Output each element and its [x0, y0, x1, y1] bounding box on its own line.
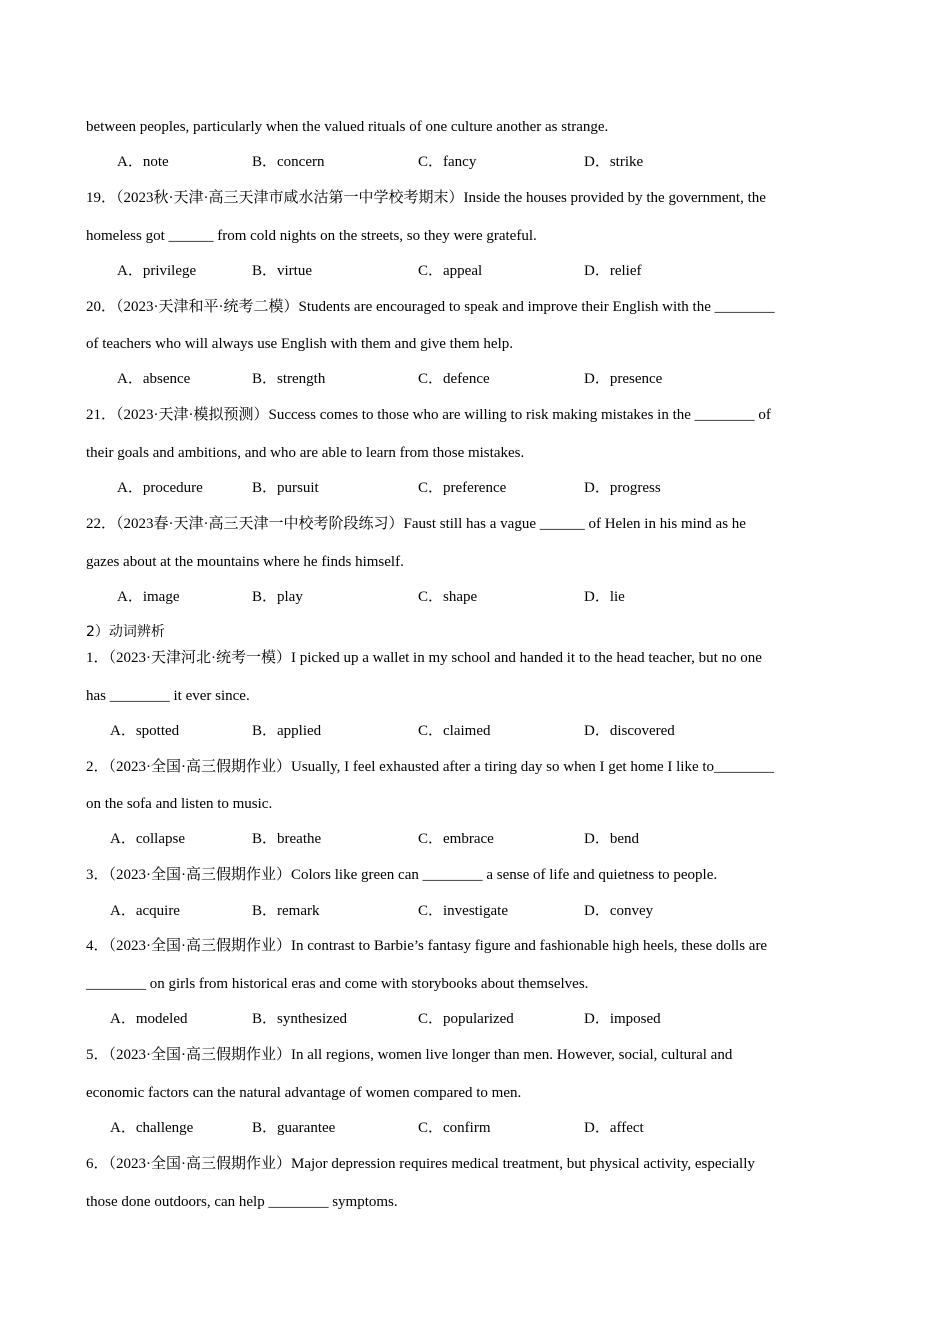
option-a: A．acquire — [110, 903, 180, 919]
option-b: B．play — [252, 589, 303, 605]
q19-stem-line1: 19．（2023秋·天津·高三天津市咸水沽第一中学校考期末）Inside the houses provided by the government, the — [86, 190, 766, 206]
v4-stem-line2: ________ on girls from historical eras and come with storybooks about themselves. — [86, 976, 589, 992]
q18-options — [0, 152, 950, 172]
option-b: B．strength — [252, 371, 326, 387]
q22-stem-line1: 22．（2023春·天津·高三天津一中校考阶段练习）Faust still has a vague ______ of Helen in his mind as he — [86, 516, 746, 532]
option-c: C．investigate — [418, 903, 508, 919]
v6-stem-line2: those done outdoors, can help ________ symptoms. — [86, 1194, 398, 1210]
v4-options — [0, 1009, 950, 1029]
option-b: B．concern — [252, 154, 325, 170]
v6-stem-line1: 6．（2023·全国·高三假期作业）Major depression requires medical treatment, but physical activity, especially — [86, 1156, 755, 1172]
option-a: A．collapse — [110, 831, 185, 847]
option-a: A．procedure — [117, 480, 203, 496]
option-b: B．guarantee — [252, 1120, 336, 1136]
v4-stem-line1: 4．（2023·全国·高三假期作业）In contrast to Barbie’s fantasy figure and fashionable high heels, these dolls are — [86, 938, 768, 954]
v3-stem-line1: 3．（2023·全国·高三假期作业）Colors like green can ________ a sense of life and quietness to people. — [86, 867, 718, 883]
v1-stem-line1: 1．（2023·天津河北·统考一模）I picked up a wallet in my school and handed it to the head teacher, but no one — [86, 650, 762, 666]
v5-stem-line1: 5．（2023·全国·高三假期作业）In all regions, women live longer than men. However, social, cultural and — [86, 1047, 733, 1063]
option-d: D．progress — [584, 480, 661, 496]
option-b: B．virtue — [252, 263, 312, 279]
option-b: B．breathe — [252, 831, 322, 847]
option-b: B．pursuit — [252, 480, 319, 496]
option-c: C．claimed — [418, 723, 491, 739]
option-d: D．presence — [584, 371, 663, 387]
option-a: A．modeled — [110, 1011, 188, 1027]
v5-stem-line2: economic factors can the natural advantage of women compared to men. — [86, 1085, 522, 1101]
v5-options — [0, 1118, 950, 1138]
option-d: D．affect — [584, 1120, 644, 1136]
option-a: A．note — [117, 154, 169, 170]
option-c: C．confirm — [418, 1120, 491, 1136]
v2-stem-line1: 2．（2023·全国·高三假期作业）Usually, I feel exhausted after a tiring day so when I get home I like to________ — [86, 759, 775, 775]
option-a: A．privilege — [117, 263, 197, 279]
option-d: D．imposed — [584, 1011, 661, 1027]
option-d: D．bend — [584, 831, 639, 847]
v2-stem-line2: on the sofa and listen to music. — [86, 796, 273, 812]
q21-stem-line2: their goals and ambitions, and who are able to learn from those mistakes. — [86, 445, 525, 461]
q20-stem-line1: 20．（2023·天津和平·统考二模）Students are encouraged to speak and improve their English with the ________ — [86, 299, 775, 315]
option-d: D．lie — [584, 589, 625, 605]
option-c: C．appeal — [418, 263, 483, 279]
q22-stem-line2: gazes about at the mountains where he finds himself. — [86, 554, 404, 570]
q22-options — [0, 587, 950, 607]
q18-stem-tail: between peoples, particularly when the valued rituals of one culture another as strange. — [86, 119, 609, 135]
q21-stem-line1: 21．（2023·天津·模拟预测）Success comes to those who are willing to risk making mistakes in the ________ of — [86, 407, 771, 423]
q19-options — [0, 261, 950, 281]
option-b: B．remark — [252, 903, 320, 919]
option-b: B．synthesized — [252, 1011, 347, 1027]
q21-options — [0, 478, 950, 498]
v1-stem-line2: has ________ it ever since. — [86, 688, 250, 704]
option-c: C．fancy — [418, 154, 477, 170]
option-a: A．challenge — [110, 1120, 194, 1136]
option-c: C．shape — [418, 589, 478, 605]
q20-options — [0, 369, 950, 389]
v2-options — [0, 829, 950, 849]
option-d: D．strike — [584, 154, 644, 170]
option-b: B．applied — [252, 723, 322, 739]
option-d: D．relief — [584, 263, 642, 279]
v1-options — [0, 721, 950, 741]
option-c: C．defence — [418, 371, 490, 387]
option-a: A．spotted — [110, 723, 180, 739]
q19-stem-line2: homeless got ______ from cold nights on the streets, so they were grateful. — [86, 228, 537, 244]
q20-stem-line2: of teachers who will always use English with them and give them help. — [86, 336, 513, 352]
option-d: D．convey — [584, 903, 654, 919]
option-c: C．embrace — [418, 831, 494, 847]
option-a: A．absence — [117, 371, 191, 387]
option-c: C．popularized — [418, 1011, 514, 1027]
option-d: D．discovered — [584, 723, 675, 739]
section-title: 2）动词辨析 — [86, 624, 165, 640]
v3-options — [0, 901, 950, 921]
option-a: A．image — [117, 589, 180, 605]
option-c: C．preference — [418, 480, 507, 496]
